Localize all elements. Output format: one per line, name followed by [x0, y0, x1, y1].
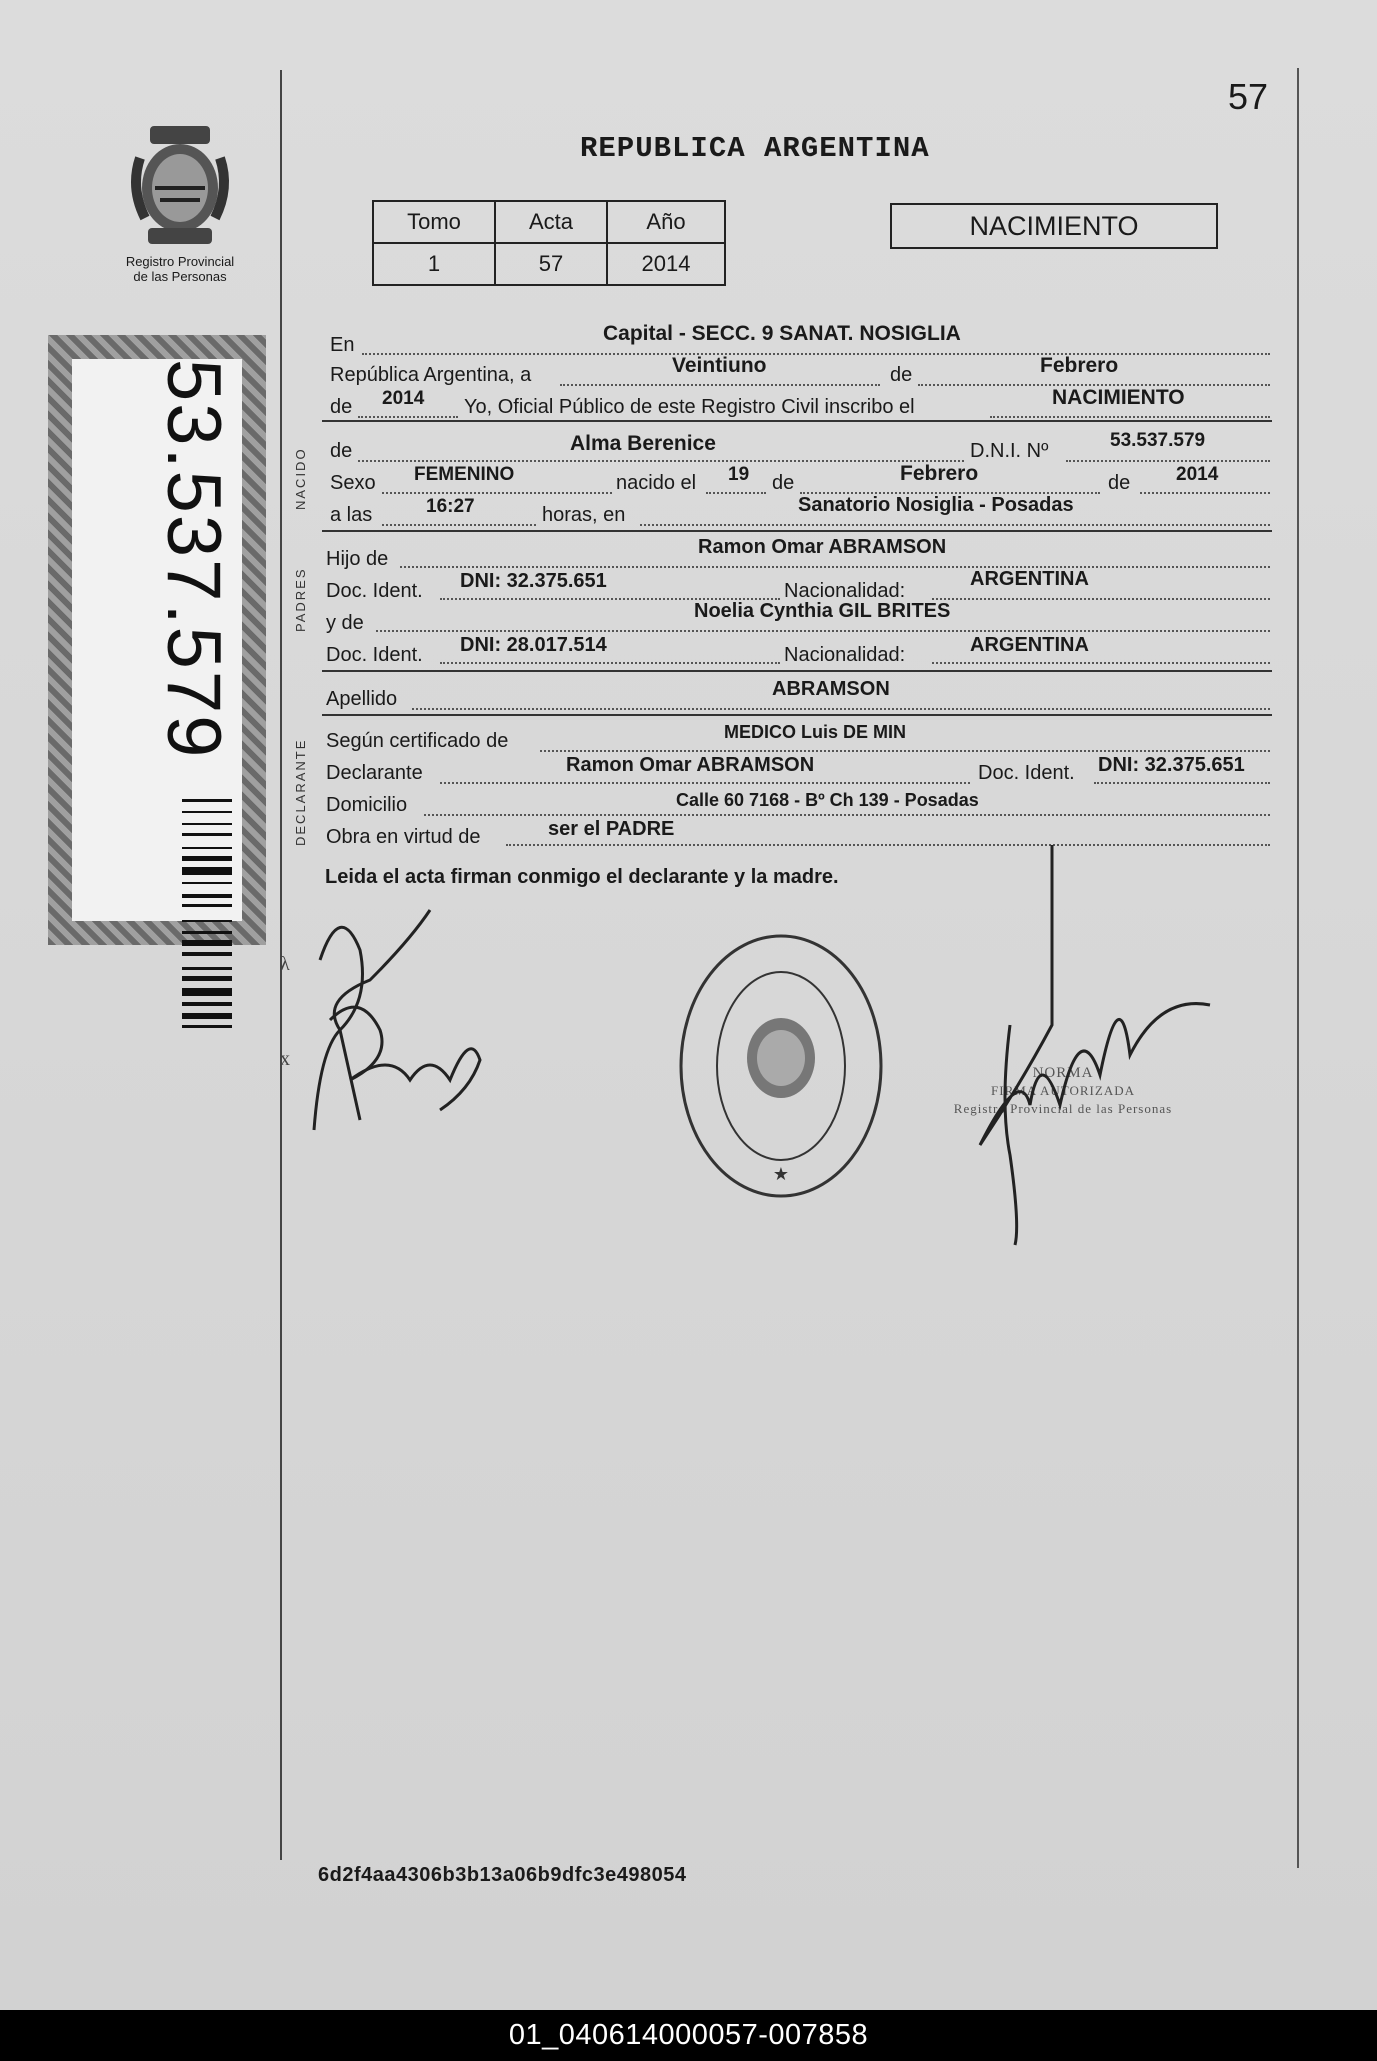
section-divider — [322, 530, 1272, 532]
dots — [424, 814, 1270, 816]
document-hash: 6d2f4aa4306b3b13a06b9dfc3e498054 — [318, 1864, 687, 1886]
mother-value: Noelia Cynthia GIL BRITES — [694, 600, 951, 622]
barcode-bar — [182, 799, 232, 802]
document-title: REPUBLICA ARGENTINA — [580, 132, 930, 165]
label-sexo: Sexo — [330, 472, 376, 494]
label-hijo-de: Hijo de — [326, 548, 389, 570]
barcode-bar — [182, 988, 232, 996]
barcode-bar — [182, 976, 232, 981]
barcode-bar — [182, 867, 232, 875]
label-nombre: de — [330, 440, 353, 462]
barcode-bars — [182, 799, 232, 1189]
birth-month-value: Febrero — [900, 462, 979, 485]
label-a-las: a las — [330, 504, 373, 526]
barcode-sticker — [48, 335, 266, 945]
label-de-mes: de — [772, 472, 795, 494]
label-declarante: Declarante — [326, 762, 423, 784]
address-value: Calle 60 7168 - Bº Ch 139 - Posadas — [676, 790, 979, 810]
barcode-bar — [182, 847, 232, 849]
father-dni-value: DNI: 32.375.651 — [460, 570, 607, 592]
father-nationality-value: ARGENTINA — [970, 568, 1089, 590]
capacity-value: ser el PADRE — [548, 818, 675, 840]
dots — [706, 492, 766, 494]
dots — [990, 416, 1270, 418]
label-en: En — [330, 334, 355, 356]
value-acta: 57 — [495, 243, 607, 285]
birth-day-value: 19 — [728, 464, 750, 485]
dots — [1066, 460, 1270, 462]
dots — [540, 750, 1270, 752]
label-nacido-el: nacido el — [616, 472, 697, 494]
section-padres: PADRES — [293, 567, 308, 632]
dots — [440, 782, 970, 784]
act-value: NACIMIENTO — [1052, 386, 1185, 409]
barcode-bar — [182, 940, 232, 946]
label-apellido: Apellido — [326, 688, 398, 710]
right-margin-line — [1297, 68, 1299, 1868]
certificate-value: MEDICO Luis DE MIN — [724, 722, 907, 742]
surname-value: ABRAMSON — [772, 678, 890, 700]
dots — [1140, 492, 1270, 494]
barcode-bar — [182, 1025, 232, 1028]
barcode-bar — [182, 833, 232, 836]
mother-nationality-value: ARGENTINA — [970, 634, 1089, 656]
year-value: 2014 — [382, 388, 425, 409]
closing-statement: Leida el acta firman conmigo el declarante y la madre. — [325, 866, 839, 888]
place-value: Capital - SECC. 9 SANAT. NOSIGLIA — [603, 322, 961, 345]
barcode-bar — [182, 952, 232, 956]
label-domicilio: Domicilio — [326, 794, 408, 816]
official-signature — [960, 845, 1240, 1265]
barcode-bar — [182, 1013, 232, 1019]
barcode-bar — [182, 856, 232, 861]
declarant-value: Ramon Omar ABRAMSON — [566, 754, 815, 776]
month-value: Febrero — [1040, 354, 1119, 377]
label-nacionalidad-1: Nacionalidad: — [784, 580, 906, 602]
image-id-footer: 01_040614000057-007858 — [0, 2010, 1377, 2061]
dots — [1094, 782, 1270, 784]
dots — [412, 708, 1270, 710]
birth-year-value: 2014 — [1176, 464, 1219, 485]
birth-place-value: Sanatorio Nosiglia - Posadas — [798, 494, 1074, 516]
section-divider — [322, 714, 1272, 716]
hour-value: 16:27 — [426, 496, 475, 517]
barcode-bar — [182, 823, 232, 825]
barcode-bar — [182, 967, 232, 970]
label-y-de: y de — [326, 612, 364, 634]
dots — [932, 662, 1270, 664]
barcode-bar — [182, 920, 232, 922]
dots — [440, 662, 780, 664]
label-horas-en: horas, en — [542, 504, 626, 526]
dots — [400, 566, 1270, 568]
label-doc-ident-1: Doc. Ident. — [326, 580, 423, 602]
label-republica: República Argentina, a — [330, 364, 532, 386]
barcode-bar — [182, 931, 232, 934]
label-yo: Yo, Oficial Público de este Registro Civil inscribo el — [464, 396, 915, 418]
label-certificado: Según certificado de — [326, 730, 509, 752]
barcode-inner — [72, 359, 242, 921]
day-value: Veintiuno — [672, 354, 767, 377]
header-tomo: Tomo — [373, 201, 495, 243]
name-value: Alma Berenice — [570, 432, 716, 455]
mother-dni-value: DNI: 28.017.514 — [460, 634, 607, 656]
label-de-anio: de — [1108, 472, 1131, 494]
barcode-bar — [182, 904, 232, 907]
section-divider — [322, 420, 1272, 422]
dots — [362, 353, 1270, 355]
label-nacionalidad-2: Nacionalidad: — [784, 644, 906, 666]
label-dni: D.N.I. Nº — [970, 440, 1049, 462]
dots — [358, 460, 964, 462]
barcode-bar — [182, 811, 232, 813]
label-de2: de — [330, 396, 353, 418]
value-tomo: 1 — [373, 243, 495, 285]
dots — [382, 492, 612, 494]
barcode-bar — [182, 1002, 232, 1006]
value-anio: 2014 — [607, 243, 725, 285]
label-de: de — [890, 364, 913, 386]
header-acta: Acta — [495, 201, 607, 243]
authority-role: FIRMA AUTORIZADA — [991, 1083, 1135, 1098]
declarant-dni-value: DNI: 32.375.651 — [1098, 754, 1245, 776]
dots — [932, 598, 1270, 600]
svg-text:★: ★ — [772, 1164, 790, 1184]
dots — [560, 384, 880, 386]
dots — [382, 524, 536, 526]
father-value: Ramon Omar ABRAMSON — [698, 536, 947, 558]
authority-office: Registro Provincial de las Personas — [953, 1101, 1173, 1116]
section-divider — [322, 670, 1272, 672]
label-doc-ident-3: Doc. Ident. — [978, 762, 1075, 784]
official-stamp — [676, 930, 886, 1202]
province-seal-logo — [110, 118, 250, 248]
registration-table — [372, 200, 726, 286]
sex-value: FEMENINO — [414, 464, 515, 485]
section-nacido: NACIDO — [293, 447, 308, 510]
dots — [376, 630, 1270, 632]
authority-name: NORMA — [1032, 1065, 1094, 1081]
label-doc-ident-2: Doc. Ident. — [326, 644, 423, 666]
header-anio: Año — [607, 201, 725, 243]
dots — [640, 524, 1270, 526]
page-number: 57 — [1228, 76, 1269, 117]
barcode-bar — [182, 894, 232, 898]
dots — [358, 416, 458, 418]
dni-value: 53.537.579 — [1110, 430, 1206, 451]
barcode-number: 53.537.579 — [151, 359, 236, 760]
barcode-bar — [182, 882, 232, 884]
svg-text:x: x — [280, 1048, 290, 1070]
declarant-signature — [280, 880, 510, 1140]
svg-text:λ: λ — [280, 953, 290, 975]
section-declarante: DECLARANTE — [293, 738, 308, 846]
registry-label: Registro Provincial de las Personas — [125, 254, 235, 284]
act-type-box: NACIMIENTO — [890, 203, 1218, 249]
label-obra: Obra en virtud de — [326, 826, 481, 848]
